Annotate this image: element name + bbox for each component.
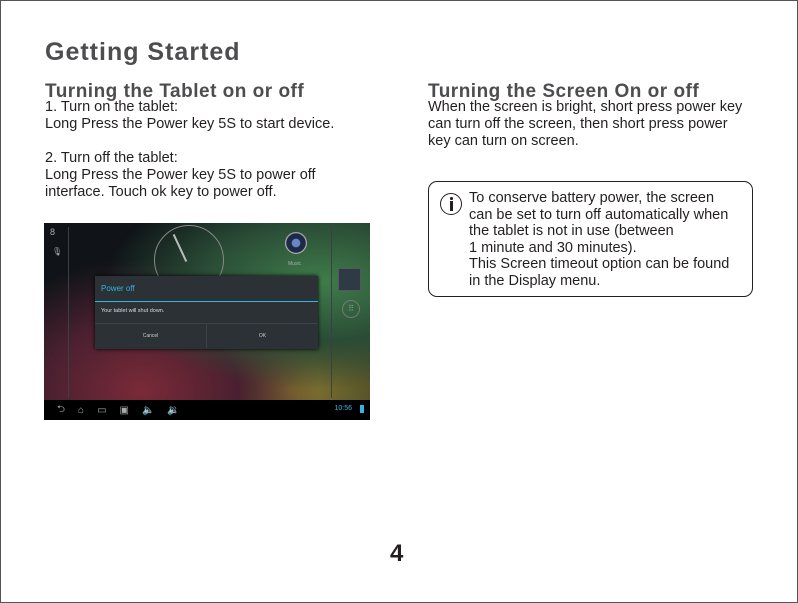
tablet-power-instructions (45, 99, 334, 201)
text-line: can be set to turn off automatically when (469, 206, 729, 223)
microphone-icon: 🎙 (52, 247, 63, 256)
apps-grid-icon: ⠿ (342, 300, 360, 318)
navigation-bar (44, 400, 370, 420)
home-icon: ⌂ (78, 404, 85, 416)
dialog-title: Power off (95, 276, 318, 302)
text-line: key can turn on screen. (428, 133, 579, 149)
text-line: in the Display menu. (469, 272, 601, 289)
text-line: To conserve battery power, the screen (469, 190, 715, 206)
page-number: 4 (390, 540, 404, 567)
text-line: 2. Turn off the tablet: (45, 150, 178, 166)
music-label: Music (288, 261, 302, 267)
text-line: 1 minute and 30 minutes). (469, 239, 637, 256)
text-line: can turn off the screen, then short press power (428, 116, 728, 132)
volume-down-icon: 🔈 (141, 404, 155, 416)
info-icon (440, 193, 462, 215)
page-title: Getting Started (45, 38, 241, 66)
recent-apps-icon: ▭ (97, 404, 107, 416)
volume-up-icon: 🔉 (167, 404, 180, 416)
power-off-dialog (95, 276, 318, 349)
ok-button: OK (206, 324, 318, 348)
tablet-screenshot (44, 223, 370, 420)
section-heading-screen-power: Turning the Screen On or off (428, 81, 700, 102)
clock-time: 10:56 (334, 405, 352, 412)
screenshot-icon: ▣ (119, 404, 129, 416)
settings-icon (338, 268, 361, 291)
screen-power-instructions (428, 99, 742, 150)
battery-icon (360, 405, 364, 413)
text-line (45, 133, 334, 150)
back-icon: ⮌ (57, 403, 66, 415)
text-line: the tablet is not in use (between (469, 223, 674, 239)
cancel-button: Cancel (142, 333, 159, 339)
dialog-message: Your tablet will shut down. (95, 302, 318, 324)
text-line: interface. Touch ok key to power off. (45, 184, 277, 200)
text-line: When the screen is bright, short press power key (428, 99, 743, 115)
text-line: 1. Turn on the tablet: (45, 99, 179, 115)
info-note-box (428, 181, 753, 297)
google-search-icon: 8 (50, 227, 56, 237)
text-line: Long Press the Power key 5S to start device. (45, 116, 335, 132)
text-line: This Screen timeout option can be found (469, 256, 730, 272)
section-heading-tablet-power: Turning the Tablet on or off (45, 81, 305, 102)
text-line: Long Press the Power key 5S to power off (45, 167, 316, 183)
music-app-icon (285, 232, 307, 254)
